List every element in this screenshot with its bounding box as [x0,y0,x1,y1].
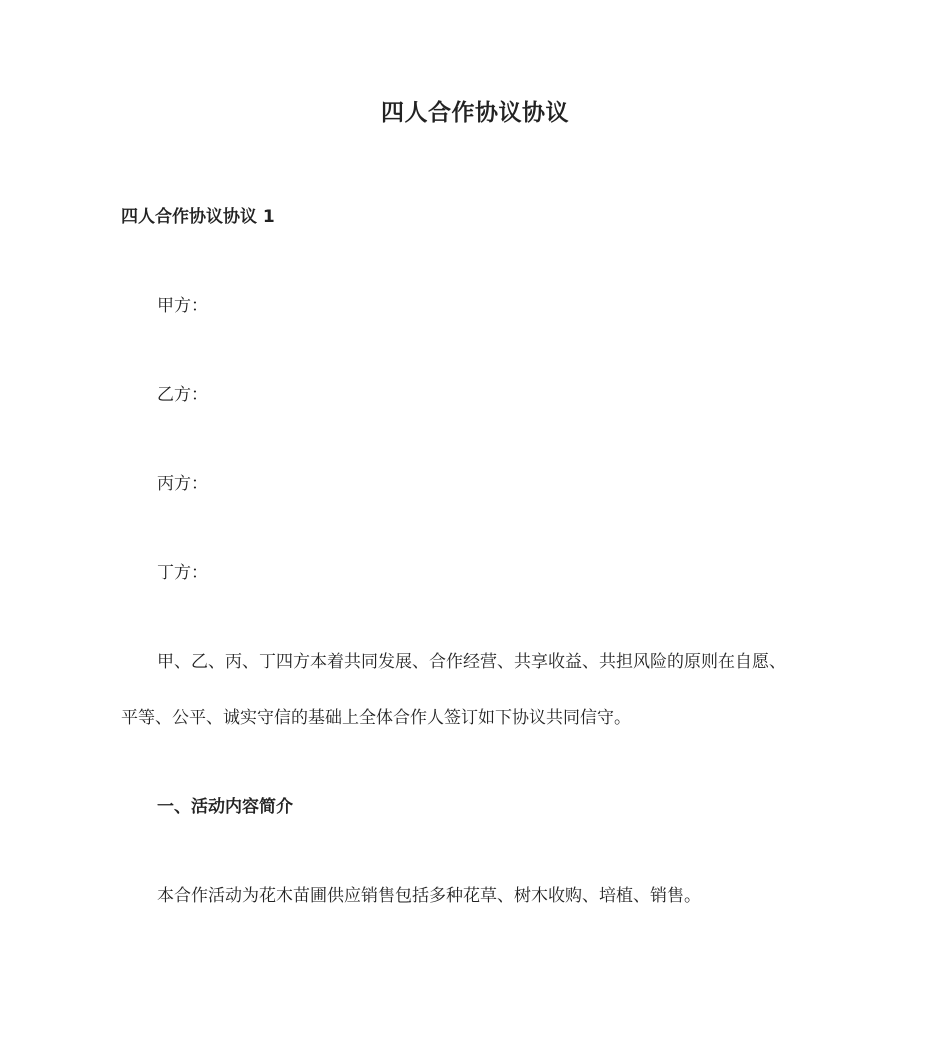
section-title: 四人合作协议协议 1 [121,207,275,227]
party-c-label: 丙方： [157,474,208,494]
party-d-label: 丁方： [157,563,208,583]
article-1-body: 本合作活动为花木苗圃供应销售包括多种花草、树木收购、培植、销售。 [157,886,701,906]
intro-paragraph-line-1: 甲、乙、丙、丁四方本着共同发展、合作经营、共享收益、共担风险的原则在自愿、 [157,652,786,672]
intro-paragraph-line-2: 平等、公平、诚实守信的基础上全体合作人签订如下协议共同信守。 [121,708,631,728]
party-b-label: 乙方： [157,385,208,405]
party-a-label: 甲方： [157,296,208,316]
document-title: 四人合作协议协议 [381,100,569,126]
article-1-heading: 一、活动内容简介 [157,797,293,817]
